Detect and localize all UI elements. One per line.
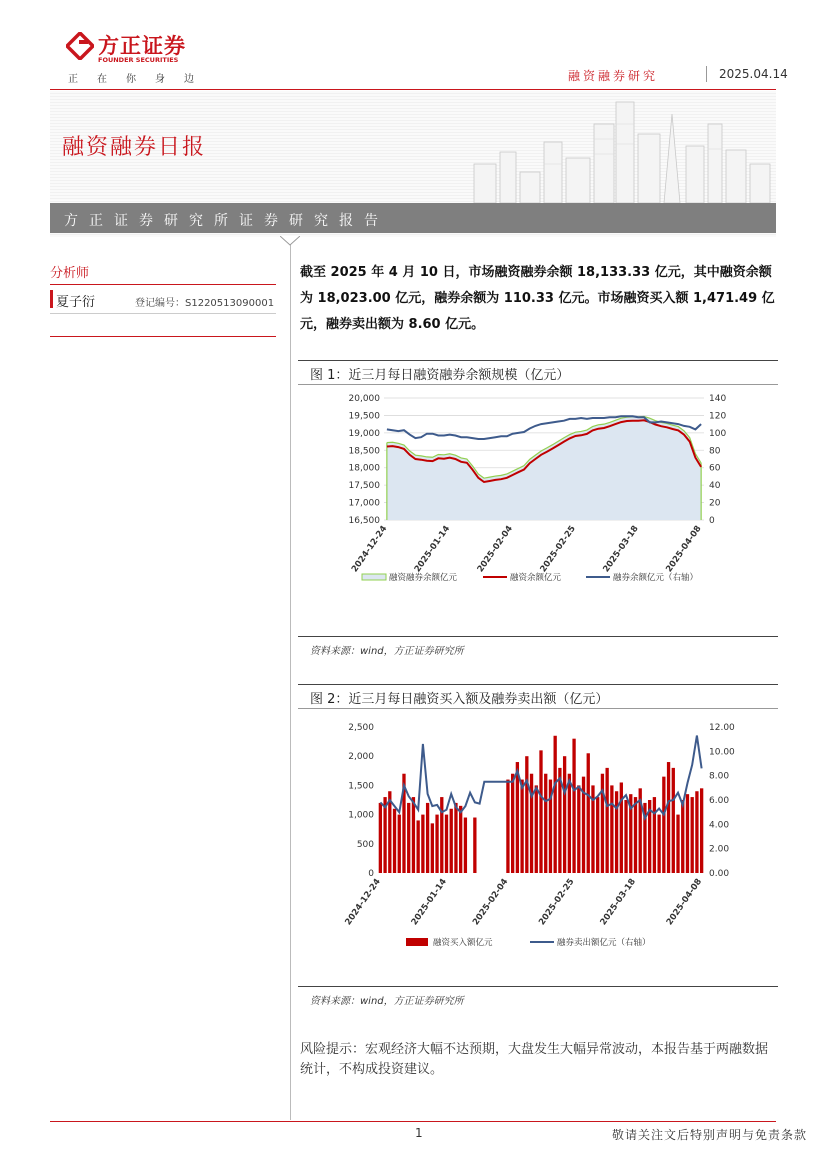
figure-rule [298,360,778,361]
legend-label: 融资融券余额亿元 [389,573,458,583]
y-left-tick-label: 17,000 [348,498,380,509]
report-series: 融资融券研究 [568,69,659,83]
report-date: 2025.04.14 [719,67,788,81]
report-subtitle: 方正证券研究所证券研究报告 [64,213,389,229]
x-tick-label: 2024-12-24 [349,523,390,575]
disclaimer-note: 敬请关注文后特别声明与免责条款 [612,1128,808,1142]
figure-rule [298,986,778,987]
page-number: 1 [415,1126,423,1140]
bar [657,815,660,873]
y-left-tick-label: 1,500 [348,781,374,792]
bar [417,820,420,873]
bar [587,753,590,873]
divider [50,313,276,314]
y-right-tick-label: 60 [709,463,721,474]
bar [681,800,684,873]
header-divider [706,66,707,82]
bar [572,739,575,873]
y-left-tick-label: 2,500 [348,723,374,733]
bar [426,803,429,873]
series-area [387,416,701,520]
bar [691,797,694,873]
y-right-tick-label: 4.00 [709,820,730,831]
bar [676,815,679,873]
figure1-source: 资料来源：wind，方正证券研究所 [310,646,464,657]
y-right-tick-label: 40 [709,481,721,492]
bar [464,818,467,873]
report-title: 融资融券日报 [62,135,207,160]
bar [601,774,604,873]
bar [459,806,462,873]
figure2-source: 资料来源：wind，方正证券研究所 [310,996,464,1007]
bar [539,750,542,873]
analyst-accent-bar [50,290,53,308]
y-left-tick-label: 20,000 [348,394,380,404]
bar [695,791,698,873]
y-right-tick-label: 10.00 [709,747,735,758]
legend-swatch [406,938,428,946]
figure-rule [298,636,778,637]
bar [554,736,557,873]
y-left-tick-label: 16,500 [348,516,380,526]
y-right-tick-label: 100 [709,428,727,439]
brand-name-cn: 方正证券 [98,34,186,58]
y-right-tick-label: 12.00 [709,723,735,733]
y-left-tick-label: 18,500 [348,446,380,457]
brand-logo [66,28,206,64]
bar [506,780,509,873]
x-tick-label: 2025-01-14 [409,876,449,928]
bar [686,794,689,873]
x-tick-label: 2025-02-04 [475,523,516,575]
bar [610,785,613,873]
divider [50,284,276,285]
y-right-tick-label: 80 [709,446,721,457]
y-right-tick-label: 20 [709,498,721,509]
bar [535,785,538,873]
y-left-tick-label: 2,000 [348,752,374,763]
bar [568,774,571,873]
bar [450,809,453,873]
y-left-tick-label: 1,000 [348,810,374,821]
y-right-tick-label: 0 [709,516,715,526]
bar [421,815,424,873]
y-right-tick-label: 140 [709,394,727,404]
bar [672,768,675,873]
bar [653,797,656,873]
y-right-tick-label: 2.00 [709,844,730,855]
bar [634,797,637,873]
figure-rule [298,684,778,685]
analyst-registration: 登记编号：S1220513090001 [135,298,275,309]
bar [605,768,608,873]
y-left-tick-label: 18,000 [348,463,380,474]
bar [516,762,519,873]
bar [544,774,547,873]
analyst-section-title: 分析师 [50,266,90,281]
bar [379,803,382,873]
y-right-tick-label: 0.00 [709,869,730,879]
x-tick-label: 2025-03-18 [601,523,641,575]
legend-label: 融资余额亿元 [510,573,562,583]
y-left-tick-label: 500 [356,839,374,850]
bar [398,815,401,873]
bar [525,756,528,873]
bar [596,797,599,873]
legend-label: 融券卖出额亿元（右轴） [557,938,651,948]
bar [511,774,514,873]
bar [431,823,434,873]
x-tick-label: 2025-04-08 [664,523,704,575]
column-divider [290,240,291,1120]
slogan: 正在你身边 [68,74,213,85]
y-left-tick-label: 19,000 [348,428,380,439]
figure1-title: 图 1：近三月每日融资融券余额规模（亿元） [310,368,570,383]
bar [412,797,415,873]
legend-swatch [362,574,386,580]
bar [620,782,623,873]
x-tick-label: 2025-02-04 [471,876,511,928]
bar [445,815,448,873]
summary-paragraph: 截至 2025 年 4 月 10 日，市场融资融券余额 18,133.33 亿元，其中融资余额为 18,023.00 亿元，融券余额为 110.33 亿元。市场融资买入额 1,471.49 亿元，融券卖出额为 8.60 亿元。 [300,265,775,332]
divider [50,336,276,337]
x-tick-label: 2024-12-24 [343,876,383,928]
bar [454,803,457,873]
brand-name-en: FOUNDER SECURITIES [98,56,179,64]
footer-rule [50,1121,776,1122]
figure-rule [298,384,778,385]
bar [435,815,438,873]
x-tick-label: 2025-03-18 [598,876,638,928]
city-skyline-illustration [466,94,774,203]
figure-rule [298,708,778,709]
chart-margin-balance [300,386,778,634]
y-left-tick-label: 17,500 [348,481,380,492]
y-left-tick-label: 19,500 [348,411,380,422]
bar [577,785,580,873]
bar [563,756,566,873]
divider-notch [280,236,300,246]
header-rule [50,89,776,90]
legend-label: 融券余额亿元（右轴） [613,573,699,583]
bar [530,774,533,873]
x-tick-label: 2025-01-14 [412,523,453,575]
bar [667,762,670,873]
bar [624,800,627,873]
legend-label: 融资买入额亿元 [433,938,493,948]
bar [520,780,523,873]
y-right-tick-label: 120 [709,411,727,422]
y-right-tick-label: 6.00 [709,796,730,806]
analyst-name: 夏子衍 [56,295,96,310]
y-right-tick-label: 8.00 [709,771,730,782]
bar [662,777,665,873]
bar [700,788,703,873]
founder-logo-icon [66,32,94,60]
y-left-tick-label: 0 [368,869,374,879]
chart-daily-buy-sell [300,712,778,984]
x-tick-label: 2025-02-25 [538,523,578,575]
x-tick-label: 2025-04-08 [664,876,705,928]
bar [615,791,618,873]
risk-warning: 风险提示：宏观经济大幅不达预期，大盘发生大幅异常波动，本报告基于两融数据统计，不构成投资建议。 [300,1042,769,1077]
figure2-title: 图 2：近三月每日融资买入额及融券卖出额（亿元） [310,692,609,707]
bar [407,803,410,873]
bar [393,809,396,873]
bar [440,797,443,873]
bar [473,818,476,873]
x-tick-label: 2025-02-25 [537,876,577,928]
